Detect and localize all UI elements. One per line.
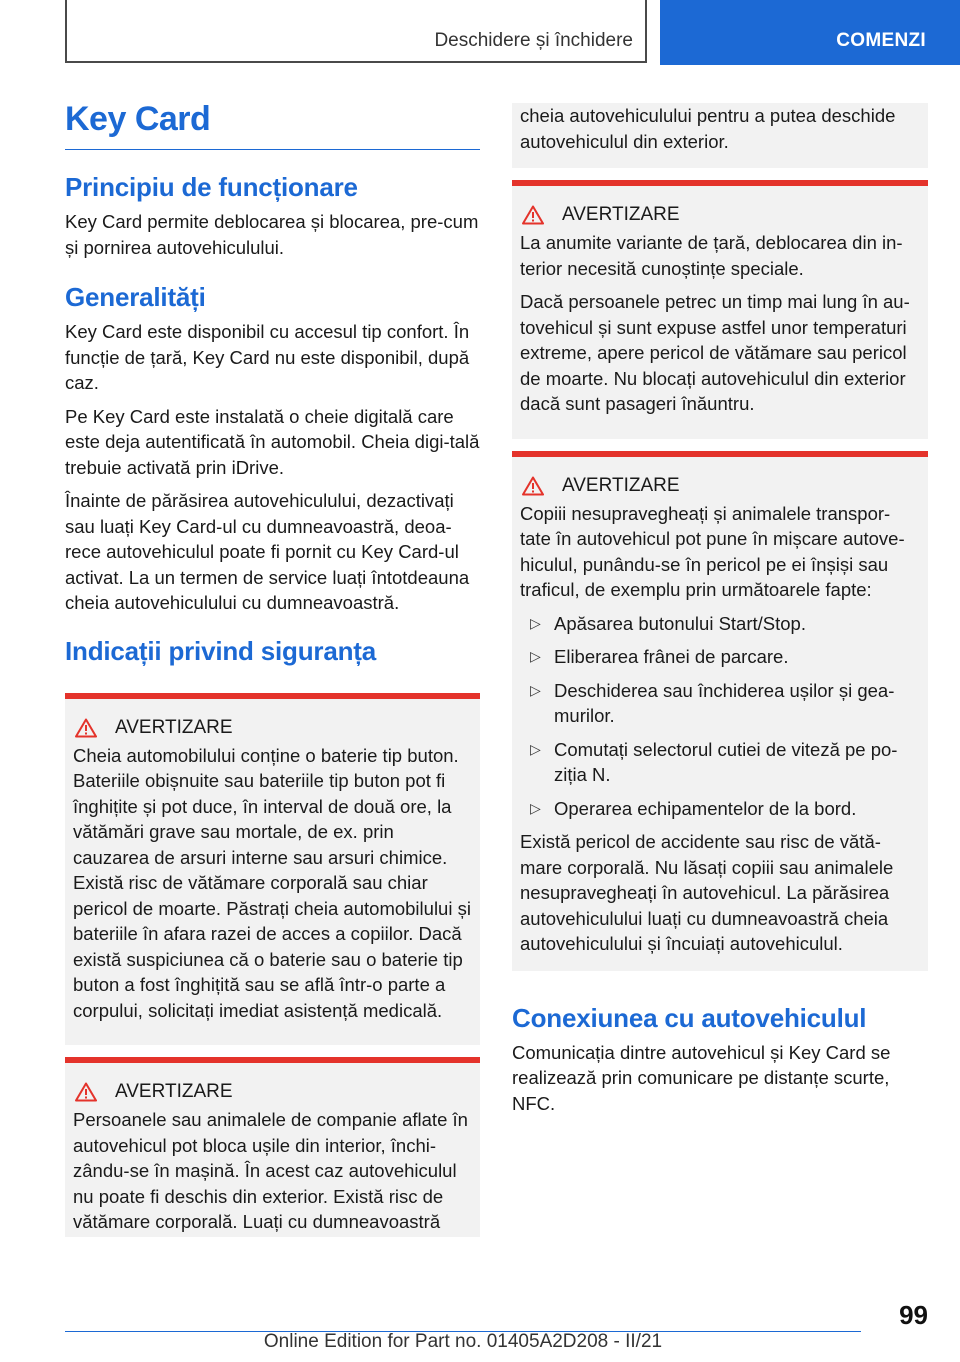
warning-text: Copiii nesupravegheați și animalele transpor-tate în autovehicul pot pune în mișcare autove-hiculul, punându-se în pericol pe ei înșiși sau traficul, de exemplu prin următoarele fapte: <box>520 502 905 600</box>
left-column <box>65 100 480 1237</box>
warning-triangle-icon <box>522 205 544 225</box>
right-column <box>512 103 928 1124</box>
warning-title <box>520 475 920 497</box>
warning-text: La anumite variante de țară, deblocarea din in-terior necesită cunoștințe speciale. <box>520 232 903 279</box>
list-item: ▷ Deschiderea sau închiderea ușilor și gea-murilor. <box>530 679 895 726</box>
page-title: Key Card <box>65 100 480 150</box>
page-number: 99 <box>899 1300 928 1330</box>
warning-label: AVERTIZARE <box>562 204 680 225</box>
footer-edition-text: Online Edition for Part no. 01405A2D208 - II/21 <box>263 1331 663 1352</box>
warning-box-locked-in <box>65 1057 480 1237</box>
general-p3: Înainte de părăsirea autovehiculului, dezactivați sau luați Key Card-ul cu dumneavoastră, deoa-rece autovehiculul poate fi pornit cu Key Card-ul activat. La un termen de service luați întotdeauna cheia autovehiculului cu dumneavoastră. <box>65 490 470 613</box>
triangle-bullet-icon: ▷ <box>530 614 541 631</box>
warning-box-continued <box>512 103 928 168</box>
triangle-bullet-icon: ▷ <box>530 681 541 698</box>
list-item: ▷ Apăsarea butonului Start/Stop. <box>520 611 920 637</box>
warning-list <box>520 611 920 822</box>
warning-label: AVERTIZARE <box>115 716 233 738</box>
footer-edition <box>0 1331 960 1353</box>
connection-text: Comunicația dintre autovehicul și Key Card se realizează prin comunicare pe distanțe scurte, NFC. <box>512 1041 891 1114</box>
list-item: ▷ Operarea echipamentelor de la bord. <box>520 796 920 822</box>
general-heading: Generalități <box>65 282 206 312</box>
list-item: ▷ Eliberarea frânei de parcare. <box>520 644 920 670</box>
warning-box-battery <box>65 693 480 1046</box>
warning-text: Există pericol de accidente sau risc de vătă-mare corporală. Nu lăsați copiii sau animalele nesupravegheați în autovehicul. La părăsirea autovehiculului luați cu dumneavoastră cheia autovehiculului și încuiați autovehiculul. <box>520 831 894 954</box>
principle-text: Key Card permite deblocarea și blocarea, pre-cum și pornirea autovehiculului. <box>65 211 479 258</box>
list-item: ▷ Comutați selectorul cutiei de viteză pe po-ziția N. <box>530 738 898 785</box>
warning-title <box>73 1081 472 1103</box>
warning-text: Persoanele sau animalele de companie aflate în autovehicul pot bloca ușile din interior, închi-zându-se în mașină. În acest caz autovehiculul nu poate fi deschis din exterior. Există risc de vătămare corporală. Luați cu dumneavoastră <box>73 1109 468 1232</box>
safety-heading: Indicații privind siguranța <box>65 635 376 666</box>
warning-label: AVERTIZARE <box>115 1081 233 1102</box>
triangle-bullet-icon: ▷ <box>530 799 541 816</box>
warning-title <box>520 204 920 226</box>
principle-heading: Principiu de funcționare <box>65 172 358 202</box>
warning-triangle-icon <box>75 718 97 738</box>
warning-box-children <box>512 451 928 971</box>
header-chapter-tab <box>660 0 960 65</box>
header-section-box <box>65 0 647 63</box>
warning-label: AVERTIZARE <box>562 474 680 496</box>
warning-text: Cheia automobilului conține o baterie tip buton. Bateriile obișnuite sau bateriile tip buton pot fi înghițite și pot duce, în interval de două ore, la vătămări grave sau mortale, de ex. prin cauzarea de arsuri interne sau arsuri chimice. Există risc de vătămare corporală sau chiar pericol de moarte. Păstrați cheia automobilului și bateriile în afara razei de acces a copiilor. Dacă există suspiciunea că o baterie sau o baterie tip buton a fost înghițită sau se află într-o parte a corpului, solicitați imediat asistență medicală. <box>73 744 471 1021</box>
warning-triangle-icon <box>75 1082 97 1102</box>
connection-heading: Conexiunea cu autovehiculul <box>512 1002 867 1033</box>
general-p1: Key Card este disponibil cu accesul tip confort. În funcție de țară, Key Card nu este disponibil, după caz. <box>65 321 470 393</box>
header-chapter-title: COMENZI <box>836 30 926 51</box>
general-p2: Pe Key Card este instalată o cheie digitală care este deja autentificată în automobil. Cheia digi-tală trebuie activată prin iDrive. <box>65 405 480 478</box>
triangle-bullet-icon: ▷ <box>530 740 541 757</box>
warning-title <box>73 717 472 739</box>
header-section-title: Deschidere și închidere <box>434 30 633 51</box>
warning-box-unlocking <box>512 180 928 439</box>
warning-triangle-icon <box>522 476 544 496</box>
warning-text: Dacă persoanele petrec un timp mai lung în au-tovehicul și sunt expuse astfel unor temperaturi extreme, apere pericol de vătămare sau pericol de moarte. Nu blocați autovehiculul din exterior dacă sunt pasageri înăuntru. <box>520 291 910 414</box>
triangle-bullet-icon: ▷ <box>530 648 541 664</box>
warning-text-continued: cheia autovehiculului pentru a putea deschide autovehiculul din exterior. <box>520 105 896 152</box>
